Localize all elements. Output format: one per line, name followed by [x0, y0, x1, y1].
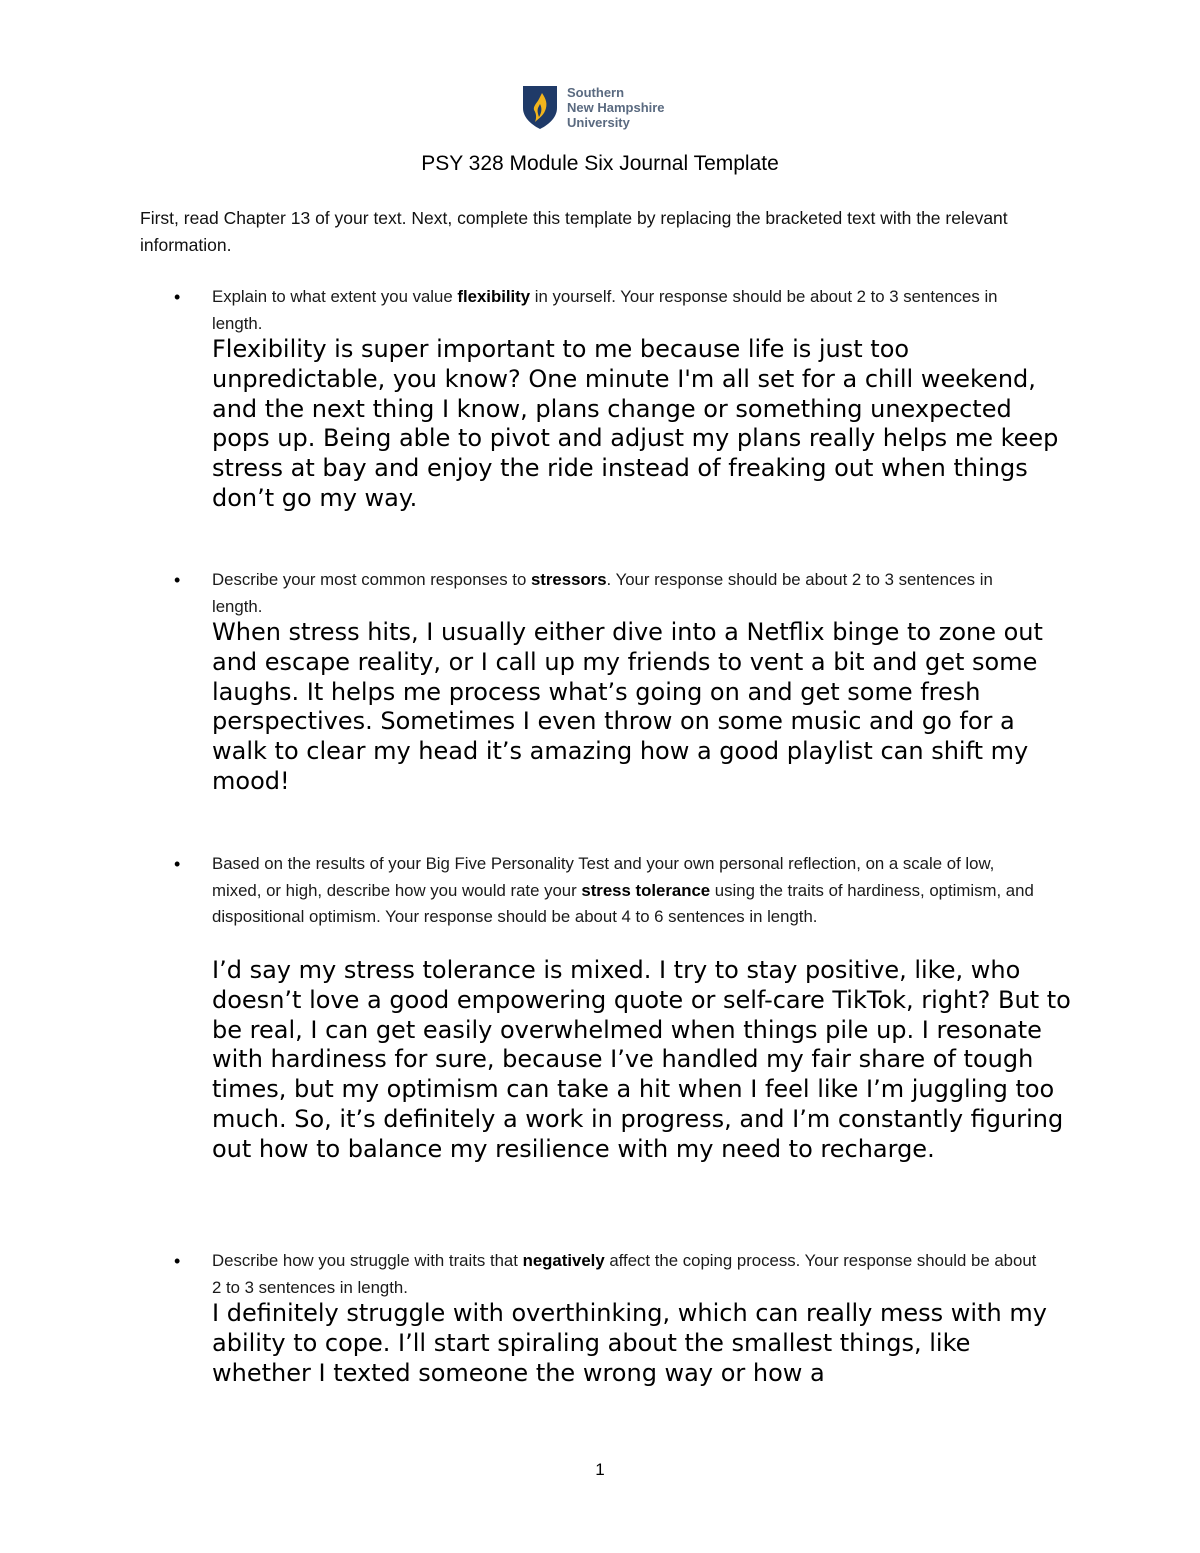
logo-line-1: Southern	[567, 85, 625, 100]
bullet-icon: •	[174, 1251, 181, 1271]
university-logo	[521, 84, 691, 134]
question-prompt	[212, 851, 1047, 931]
prompt-keyword: stressors	[530, 570, 607, 589]
prompt-text: Based on the results of your Big Five Personality Test and your own personal reflection, on a scale of low, mixed, or high, describe how you would rate your	[212, 854, 995, 900]
prompt-text: in yourself. Your response should be about 2 to 3 sentences in length.	[212, 287, 998, 333]
bullet-icon: •	[174, 854, 181, 874]
page-number: 1	[595, 1460, 605, 1479]
answer-text: I’d say my stress tolerance is mixed. I try to stay positive, like, who doesn’t love a good empowering quote or self-care TikTok, right? But to be real, I can get easily overwhelmed when things pile up. I resonate with hardiness for sure, because I’ve handled my fair share of tough times, but my optimism can take a hit when I feel like I’m juggling too much. So, it’s definitely a work in progress, and I’m constantly figuring out how to balance my resilience with my need to recharge.	[212, 956, 1071, 1163]
prompt-keyword: flexibility	[457, 287, 531, 306]
question-prompt	[212, 284, 1047, 337]
bullet-icon: •	[174, 287, 181, 307]
prompt-text: Describe your most common responses to	[212, 570, 531, 589]
prompt-keyword: stress tolerance	[581, 880, 711, 900]
bullet-icon: •	[174, 570, 181, 590]
question-prompt	[212, 1248, 1047, 1301]
prompt-text: Explain to what extent you value	[212, 287, 458, 306]
prompt-text: . Your response should be about 2 to 3 sentences in length.	[212, 570, 993, 616]
answer-text: When stress hits, I usually either dive into a Netflix binge to zone out and escape reality, or I call up my friends to vent a bit and get some laughs. It helps me process what’s going on and get some fresh perspectives. Sometimes I even throw on some music and go for a walk to clear my head it’s amazing how a good playlist can shift my mood!	[212, 618, 1043, 795]
prompt-keyword: negatively	[522, 1251, 605, 1270]
page-title: PSY 328 Module Six Journal Template	[421, 152, 779, 175]
answer-text: I definitely struggle with overthinking, which can really mess with my ability to cope. I’ll start spiraling about the smallest things, like whether I texted someone the wrong way or how a	[212, 1299, 1047, 1387]
intro-paragraph: First, read Chapter 13 of your text. Next, complete this template by replacing the bracketed text with the relevant information.	[140, 208, 1008, 255]
prompt-text: Describe how you struggle with traits that	[212, 1251, 523, 1270]
answer-text: Flexibility is super important to me because life is just too unpredictable, you know? One minute I'm all set for a chill weekend, and the next thing I know, plans change or something unexpected pops up. Being able to pivot and adjust my plans really helps me keep stress at bay and enjoy the ride instead of freaking out when things don’t go my way.	[212, 335, 1059, 512]
shield-flame-icon	[521, 84, 559, 130]
logo-line-3: University	[567, 115, 630, 130]
prompt-text: affect the coping process. Your response should be about 2 to 3 sentences in length.	[212, 1251, 1037, 1297]
question-prompt	[212, 567, 1047, 620]
logo-line-2: New Hampshire	[567, 100, 665, 115]
logo-wordmark	[567, 85, 665, 130]
prompt-text: using the traits of hardiness, optimism, and dispositional optimism. Your response should be about 4 to 6 sentences in length.	[212, 880, 1034, 926]
